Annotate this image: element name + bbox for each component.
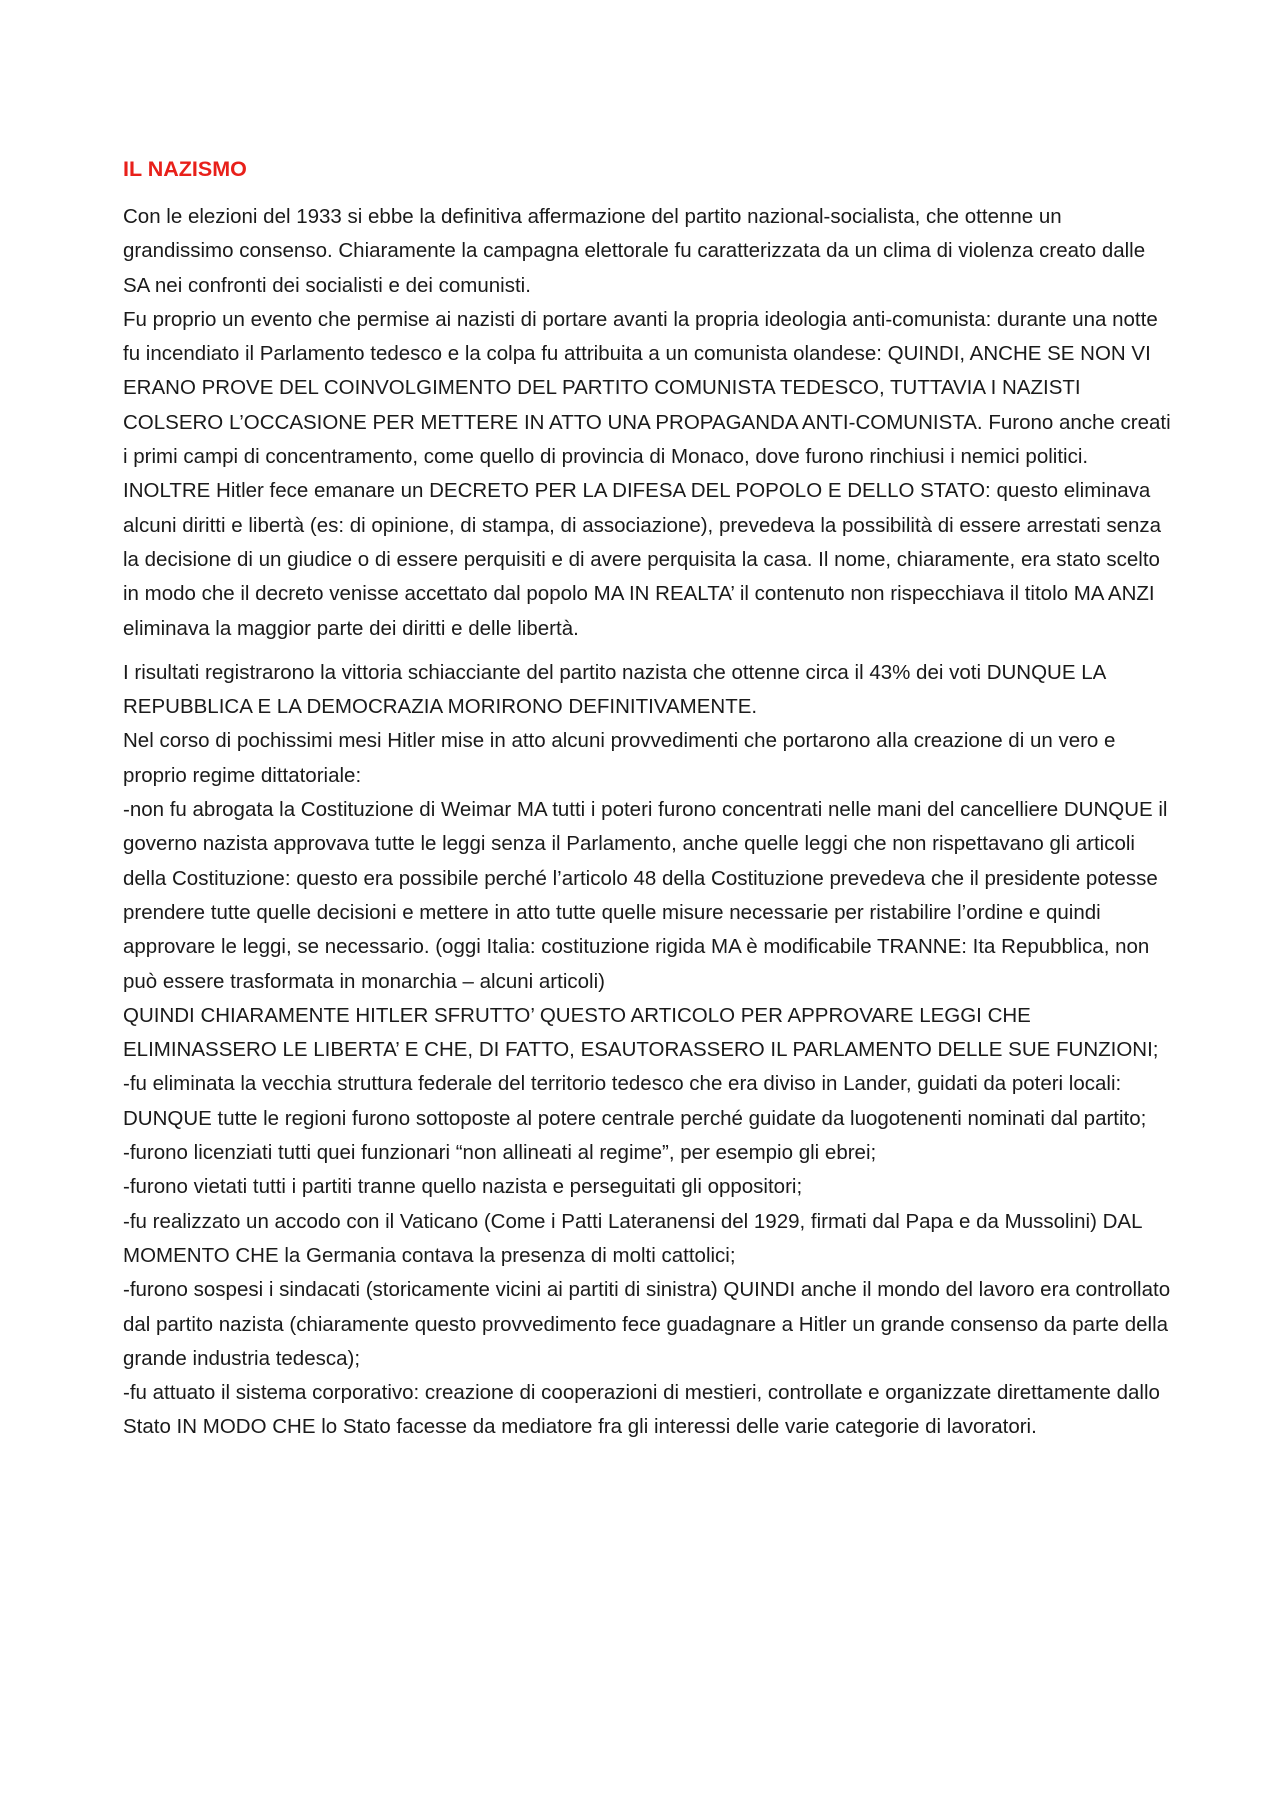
- paragraph-regime-measures: I risultati registrarono la vittoria schiacciante del partito nazista che ottenne circa il 43% dei voti DUNQUE LA REPUBBLICA E LA DEMOCRAZIA MORIRONO DEFINITIVAMENTE. Nel corso di pochissimi mesi Hitler mise in atto alcuni provvedimenti che portarono alla creazione di un vero e proprio regime dittatoriale: -non fu abrogata la Costituzione di Weimar MA tutti i poteri furono concentrati nelle mani del cancelliere DUNQUE il governo nazista approvava tutte le leggi senza il Parlamento, anche quelle leggi che non rispettavano gli articoli della Costituzione: questo era possibile perché l’articolo 48 della Costituzione prevedeva che il presidente potesse prendere tutte quelle decisioni e mettere in atto tutte quelle misure necessarie per ristabilire l’ordine e quindi approvare le leggi, se necessario. (oggi Italia: costituzione rigida MA è modificabile TRANNE: Ita Repubblica, non può essere trasformata in monarchia – alcuni articoli) QUINDI CHIARAMENTE HITLER SFRUTTO’ QUESTO ARTICOLO PER APPROVARE LEGGI CHE ELIMINASSERO LE LIBERTA’ E CHE, DI FATTO, ESAUTORASSERO IL PARLAMENTO DELLE SUE FUNZIONI; -fu eliminata la vecchia struttura federale del territorio tedesco che era diviso in Lander, guidati da poteri locali: DUNQUE tutte le regioni furono sottoposte al potere centrale perché guidate da luogotenenti nominati dal partito; -furono licenziati tutti quei funzionari “non allineati al regime”, per esempio gli ebrei; -furono vietati tutti i partiti tranne quello nazista e perseguitati gli oppositori; -fu realizzato un accodo con il Vaticano (Come i Patti Lateranensi del 1929, firmati dal Papa e da Mussolini) DAL MOMENTO CHE la Germania contava la presenza di molti cattolici; -furono sospesi i sindacati (storicamente vicini ai partiti di sinistra) QUINDI anche il mondo del lavoro era controllato dal partito nazista (chiaramente questo provvedimento fece guadagnare a Hitler un grande consenso da parte della grande industria tedesca); -fu attuato il sistema corporativo: creazione di cooperazioni di mestieri, controllate e organizzate direttamente dallo Stato IN MODO CHE lo Stato facesse da mediatore fra gli interessi delle varie categorie di lavoratori.: [123, 660, 1171, 1439]
- paragraph-elections-1933: Con le elezioni del 1933 si ebbe la definitiva affermazione del partito nazional-socialista, che ottenne un grandissimo consenso. Chiaramente la campagna elettorale fu caratterizzata da un clima di violenza creato dalle SA nei confronti dei socialisti e dei comunisti. Fu proprio un evento che permise ai nazisti di portare avanti la propria ideologia anti-comunista: durante una notte fu incendiato il Parlamento tedesco e la colpa fu attribuita a un comunista olandese: QUINDI, ANCHE SE NON VI ERANO PROVE DEL COINVOLGIMENTO DEL PARTITO COMUNISTA TEDESCO, TUTTAVIA I NAZISTI COLSERO L’OCCASIONE PER METTERE IN ATTO UNA PROPAGANDA ANTI-COMUNISTA. Furono anche creati i primi campi di concentramento, come quello di provincia di Monaco, dove furono rinchiusi i nemici politici. INOLTRE Hitler fece emanare un DECRETO PER LA DIFESA DEL POPOLO E DELLO STATO: questo eliminava alcuni diritti e libertà (es: di opinione, di stampa, di associazione), prevedeva la possibilità di essere arrestati senza la decisione di un giudice o di essere perquisiti e di avere perquisita la casa. Il nome, chiaramente, era stato scelto in modo che il decreto venisse accettato dal popolo MA IN REALTA’ il contenuto non rispecchiava il titolo MA ANZI eliminava la maggior parte dei diritti e delle libertà.: [123, 205, 1171, 640]
- document-page: [123, 152, 1173, 1445]
- document-title: IL NAZISMO: [123, 157, 247, 181]
